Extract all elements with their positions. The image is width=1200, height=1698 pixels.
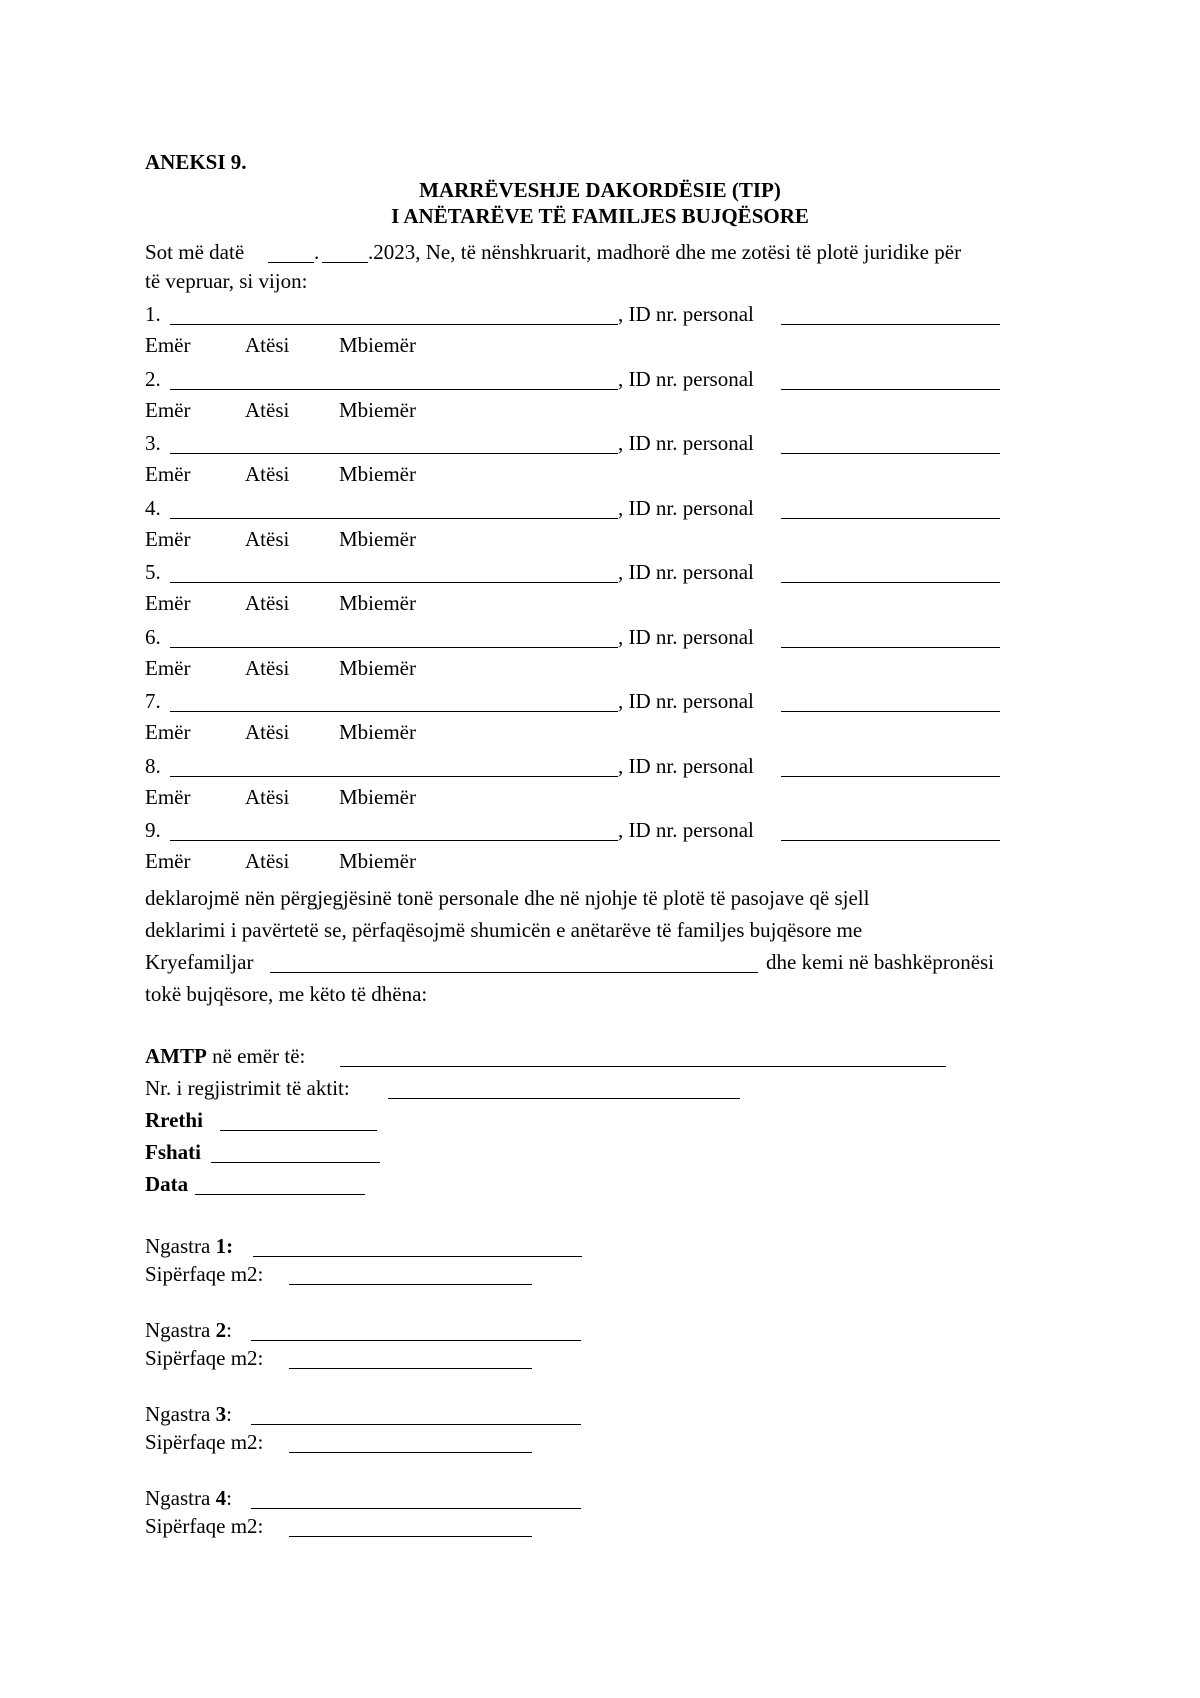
area-line[interactable] [289,1536,532,1537]
parcel-colon: : [226,1234,234,1258]
sublabel-first: Emër [145,720,191,744]
member-name-line[interactable] [170,776,618,777]
area-label: Sipërfaqe m2: [145,1262,264,1286]
rrethi-line[interactable] [220,1130,377,1131]
parcel-label [145,1236,233,1257]
intro-prefix: Sot më datë [145,240,245,264]
sublabel-father: Atësi [245,720,290,744]
member-name-line[interactable] [170,582,618,583]
id-line[interactable] [781,647,1000,648]
parcel-colon: : [226,1486,232,1510]
title-line-2: I ANËTARËVE TË FAMILJES BUJQËSORE [391,204,809,228]
rrethi-label: Rrethi [145,1108,203,1132]
sublabel-father: Atësi [245,527,290,551]
sublabel-first: Emër [145,462,191,486]
sublabel-last: Mbiemër [339,527,416,551]
area-label: Sipërfaqe m2: [145,1430,264,1454]
id-line[interactable] [781,776,1000,777]
amtp-label [145,1046,305,1067]
data-label: Data [145,1172,189,1196]
id-line[interactable] [781,711,1000,712]
member-number: 6. [145,625,161,649]
id-line[interactable] [781,840,1000,841]
sublabel-last: Mbiemër [339,398,416,422]
registration-label: Nr. i regjistrimit të aktit: [145,1076,350,1100]
member-number: 1. [145,302,161,326]
parcel-line[interactable] [251,1424,581,1425]
sublabel-father: Atësi [245,462,290,486]
area-line[interactable] [289,1368,532,1369]
intro-suffix: .2023, Ne, të nënshkruarit, madhorë dhe me zotësi të plotë juridike për [368,240,962,264]
id-line[interactable] [781,453,1000,454]
parcel-colon: : [226,1402,232,1426]
day-line[interactable] [268,262,314,263]
intro-line-2: të vepruar, si vijon: [145,269,308,293]
id-label: , ID nr. personal [618,625,754,649]
member-number: 5. [145,560,161,584]
sublabel-father: Atësi [245,398,290,422]
member-number: 3. [145,431,161,455]
id-label: , ID nr. personal [618,689,754,713]
member-number: 7. [145,689,161,713]
member-name-line[interactable] [170,840,618,841]
id-label: , ID nr. personal [618,431,754,455]
sublabel-father: Atësi [245,849,290,873]
sublabel-father: Atësi [245,656,290,680]
member-number: 4. [145,496,161,520]
sublabel-first: Emër [145,591,191,615]
area-line[interactable] [289,1284,532,1285]
id-label: , ID nr. personal [618,496,754,520]
sublabel-father: Atësi [245,333,290,357]
parcel-label-text: Ngastra [145,1402,216,1426]
id-label: , ID nr. personal [618,818,754,842]
id-line[interactable] [781,324,1000,325]
member-number: 9. [145,818,161,842]
area-label: Sipërfaqe m2: [145,1514,264,1538]
parcel-number: 1 [215,1234,227,1258]
parcel-line[interactable] [251,1508,581,1509]
month-line[interactable] [322,262,368,263]
parcel-label [145,1404,232,1425]
id-label: , ID nr. personal [618,302,754,326]
sublabel-last: Mbiemër [339,591,416,615]
sublabel-last: Mbiemër [339,656,416,680]
title-line-1: MARRËVESHJE DAKORDËSIE (TIP) [419,178,781,202]
member-name-line[interactable] [170,647,618,648]
intro-dot: . [314,240,320,264]
sublabel-first: Emër [145,785,191,809]
sublabel-first: Emër [145,527,191,551]
head-of-family-line[interactable] [270,972,758,973]
declaration-line-1: deklarojmë nën përgjegjësinë tonë personale dhe në njohje të plotë të pasojave që sjell [145,886,870,910]
id-label: , ID nr. personal [618,560,754,584]
parcel-number: 2 [215,1318,227,1342]
amtp-bold: AMTP [145,1044,207,1068]
member-name-line[interactable] [170,389,618,390]
fshati-line[interactable] [211,1162,380,1163]
declaration-line-4: tokë bujqësore, me këto të dhëna: [145,982,428,1006]
member-name-line[interactable] [170,453,618,454]
area-label: Sipërfaqe m2: [145,1346,264,1370]
declaration-line-3-prefix: Kryefamiljar [145,950,254,974]
sublabel-last: Mbiemër [339,849,416,873]
area-line[interactable] [289,1452,532,1453]
sublabel-last: Mbiemër [339,720,416,744]
sublabel-first: Emër [145,333,191,357]
member-name-line[interactable] [170,711,618,712]
sublabel-first: Emër [145,656,191,680]
id-line[interactable] [781,518,1000,519]
member-name-line[interactable] [170,324,618,325]
sublabel-first: Emër [145,398,191,422]
parcel-label [145,1320,232,1341]
parcel-line[interactable] [251,1340,581,1341]
parcel-colon: : [226,1318,232,1342]
sublabel-father: Atësi [245,591,290,615]
parcel-line[interactable] [253,1256,582,1257]
annex-label: ANEKSI 9. [145,150,247,174]
data-line[interactable] [195,1194,365,1195]
parcel-number: 4 [215,1486,227,1510]
amtp-line[interactable] [340,1066,946,1067]
fshati-label: Fshati [145,1140,202,1164]
id-label: , ID nr. personal [618,754,754,778]
parcel-number: 3 [215,1402,227,1426]
member-number: 2. [145,367,161,391]
parcel-label-text: Ngastra [145,1486,216,1510]
member-number: 8. [145,754,161,778]
registration-line[interactable] [388,1098,740,1099]
parcel-label-text: Ngastra [145,1234,216,1258]
declaration-line-3-suffix: dhe kemi në bashkëpronësi [766,950,995,974]
parcel-label [145,1488,232,1509]
sublabel-last: Mbiemër [339,462,416,486]
member-name-line[interactable] [170,518,618,519]
parcel-label-text: Ngastra [145,1318,216,1342]
sublabel-first: Emër [145,849,191,873]
sublabel-last: Mbiemër [339,785,416,809]
id-line[interactable] [781,582,1000,583]
amtp-rest: në emër të: [206,1044,306,1068]
declaration-line-2: deklarimi i pavërtetë se, përfaqësojmë shumicën e anëtarëve të familjes bujqësore me [145,918,863,942]
id-label: , ID nr. personal [618,367,754,391]
sublabel-father: Atësi [245,785,290,809]
id-line[interactable] [781,389,1000,390]
sublabel-last: Mbiemër [339,333,416,357]
